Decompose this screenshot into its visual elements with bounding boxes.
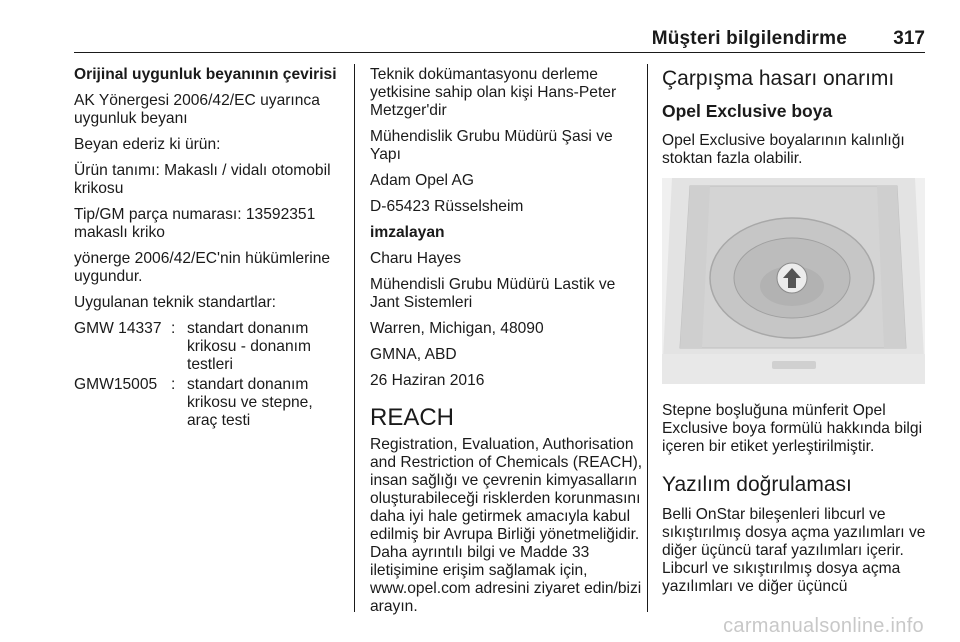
signatory-label: imzalayan bbox=[370, 224, 445, 241]
declaration-heading: Orijinal uygunluk beyanının çevirisi bbox=[74, 66, 337, 83]
column-left bbox=[74, 66, 346, 432]
product-text: Ürün tanımı: Makaslı / vidalı otomobil krikosu bbox=[74, 162, 331, 197]
signatory-name: Charu Hayes bbox=[370, 250, 462, 267]
declare-text: Beyan ederiz ki ürün: bbox=[74, 136, 221, 153]
signature-date: 26 Haziran 2016 bbox=[370, 372, 485, 389]
reach-text: Registration, Evaluation, Authorisation and Restriction of Chemicals (REACH), insan sağlığı ve çevrenin kimyasalların oluşturabileceği risklerden korunmasını daha iyi hale getirmek amacıyla kabul edilmiş bir Avrupa Birliği yönetmeliğidir. Daha ayrıntılı bilgi ve Madde 33 iletişimine erişim sağlamak için, www.opel.com adresini ziyaret edin/bizi arayın. bbox=[370, 436, 643, 615]
software-verification-heading: Yazılım doğrulaması bbox=[662, 473, 852, 496]
standard-row bbox=[74, 320, 346, 374]
standards-label: Uygulanan teknik standartlar: bbox=[74, 294, 276, 311]
paint-intro-text: Opel Exclusive boyalarının kalınlığı stoktan fazla olabilir. bbox=[662, 132, 905, 167]
reach-heading: REACH bbox=[370, 404, 455, 431]
standard-description: standart donanım krikosu - donanım testleri bbox=[187, 320, 311, 373]
column-right bbox=[662, 66, 932, 604]
page-header bbox=[74, 28, 925, 53]
job-title-text: Mühendislik Grubu Müdürü Şasi ve Yapı bbox=[370, 128, 613, 163]
standard-code: GMW15005 bbox=[74, 376, 158, 393]
signatory-title: Mühendisli Grubu Müdürü Lastik ve Jant Sistemleri bbox=[370, 276, 616, 311]
exclusive-paint-subheading: Opel Exclusive boya bbox=[662, 101, 833, 121]
column-middle bbox=[370, 66, 645, 624]
column-divider bbox=[647, 64, 648, 612]
column-divider bbox=[354, 64, 355, 612]
address-text: D-65423 Rüsselsheim bbox=[370, 198, 524, 215]
signatory-location: Warren, Michigan, 48090 bbox=[370, 320, 544, 337]
signatory-org: GMNA, ABD bbox=[370, 346, 457, 363]
label-caption: Stepne boşluğuna münferit Opel Exclusive boya formülü hakkında bilgi içeren bir etiket yerleştirilmiştir. bbox=[662, 402, 923, 455]
standard-separator: : bbox=[171, 376, 176, 393]
documentation-person-text: Teknik dokümantasyonu derleme yetkisine sahip olan kişi Hans-Peter Metzger'dir bbox=[370, 66, 617, 119]
company-text: Adam Opel AG bbox=[370, 172, 475, 189]
standard-code: GMW 14337 bbox=[74, 320, 162, 337]
standard-separator: : bbox=[171, 320, 176, 337]
collision-repair-heading: Çarpışma hasarı onarımı bbox=[662, 67, 895, 90]
software-text: Belli OnStar bileşenleri libcurl ve sıkıştırılmış dosya açma yazılımları ve diğer üçüncü taraf yazılımları içerir. Libcurl ve sıkıştırılmış dosya açma yazılımları ve diğer üçüncü bbox=[662, 506, 926, 595]
standard-description: standart donanım krikosu ve stepne, araç testi bbox=[187, 376, 313, 429]
compliance-text: yönerge 2006/42/EC'nin hükümlerine uygundur. bbox=[74, 250, 331, 285]
directive-text: AK Yönergesi 2006/42/EC uyarınca uygunluk beyanı bbox=[74, 92, 320, 127]
trunk-illustration bbox=[662, 178, 925, 384]
page-title: Müşteri bilgilendirme bbox=[651, 28, 847, 49]
watermark-text: carmanualsonline.info bbox=[723, 615, 924, 637]
spare-wheel-well-illustration bbox=[662, 178, 925, 384]
page-number: 317 bbox=[893, 28, 925, 49]
part-number-text: Tip/GM parça numarası: 13592351 makaslı kriko bbox=[74, 206, 316, 241]
standard-row bbox=[74, 376, 346, 430]
